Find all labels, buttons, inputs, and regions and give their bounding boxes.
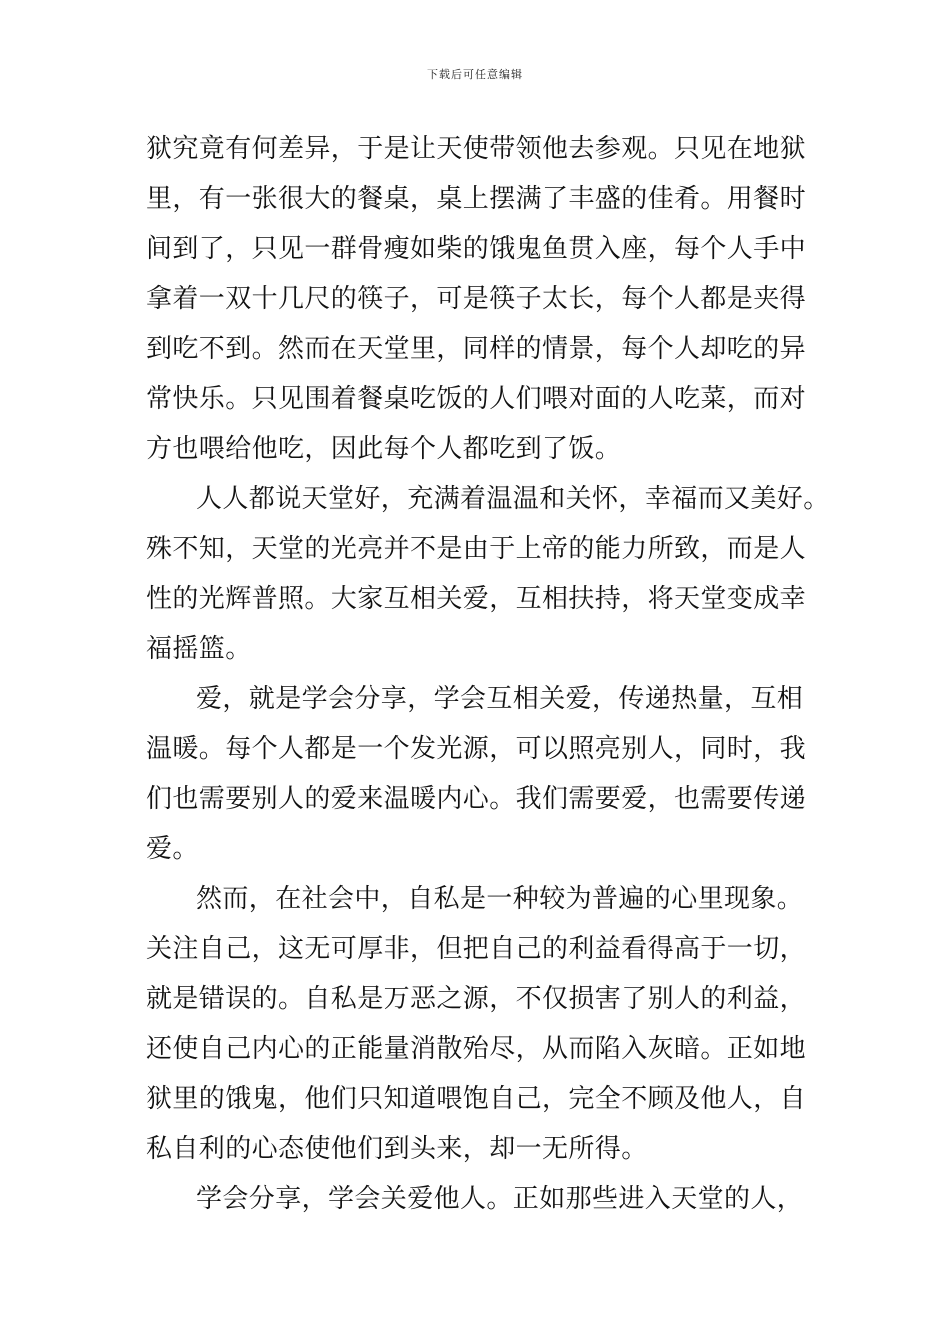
paragraph-first-line: 学会分享，学会关爱他人。正如那些进入天堂的人，	[196, 1184, 804, 1214]
text-line: 关注自己，这无可厚非，但把自己的利益看得高于一切，	[146, 934, 807, 964]
text-line: 殊不知，天堂的光亮并不是由于上帝的能力所致，而是人	[146, 534, 807, 564]
text-line: 拿着一双十几尺的筷子，可是筷子太长，每个人都是夹得	[146, 284, 807, 314]
text-line: 方也喂给他吃，因此每个人都吃到了饭。	[146, 434, 622, 464]
text-line: 就是错误的。自私是万恶之源，不仅损害了别人的利益，	[146, 984, 807, 1014]
text-line: 还使自己内心的正能量消散殆尽，从而陷入灰暗。正如地	[146, 1034, 807, 1064]
text-line: 性的光辉普照。大家互相关爱，互相扶持，将天堂变成幸	[146, 584, 807, 614]
paragraph-first-line: 爱，就是学会分享，学会互相关爱，传递热量，互相	[196, 684, 804, 714]
paragraph-first-line: 人人都说天堂好，充满着温温和关怀，幸福而又美好。	[196, 484, 830, 514]
text-line: 狱究竟有何差异，于是让天使带领他去参观。只见在地狱	[146, 134, 807, 164]
text-line: 里，有一张很大的餐桌，桌上摆满了丰盛的佳肴。用餐时	[146, 184, 807, 214]
text-line: 们也需要别人的爱来温暖内心。我们需要爱，也需要传递	[146, 784, 807, 814]
text-line: 温暖。每个人都是一个发光源，可以照亮别人，同时，我	[146, 734, 807, 764]
text-line: 间到了，只见一群骨瘦如柴的饿鬼鱼贯入座，每个人手中	[146, 234, 807, 264]
text-line: 常快乐。只见围着餐桌吃饭的人们喂对面的人吃菜，而对	[146, 384, 807, 414]
text-line: 私自利的心态使他们到头来，却一无所得。	[146, 1134, 648, 1164]
text-line: 福摇篮。	[146, 634, 252, 664]
page-header: 下载后可任意编辑	[427, 68, 523, 81]
document-body	[146, 124, 830, 1224]
text-line: 爱。	[146, 834, 199, 864]
text-line: 狱里的饿鬼，他们只知道喂饱自己，完全不顾及他人，自	[146, 1084, 807, 1114]
text-line: 到吃不到。然而在天堂里，同样的情景，每个人却吃的异	[146, 334, 807, 364]
paragraph-first-line: 然而，在社会中，自私是一种较为普遍的心里现象。	[196, 884, 804, 914]
